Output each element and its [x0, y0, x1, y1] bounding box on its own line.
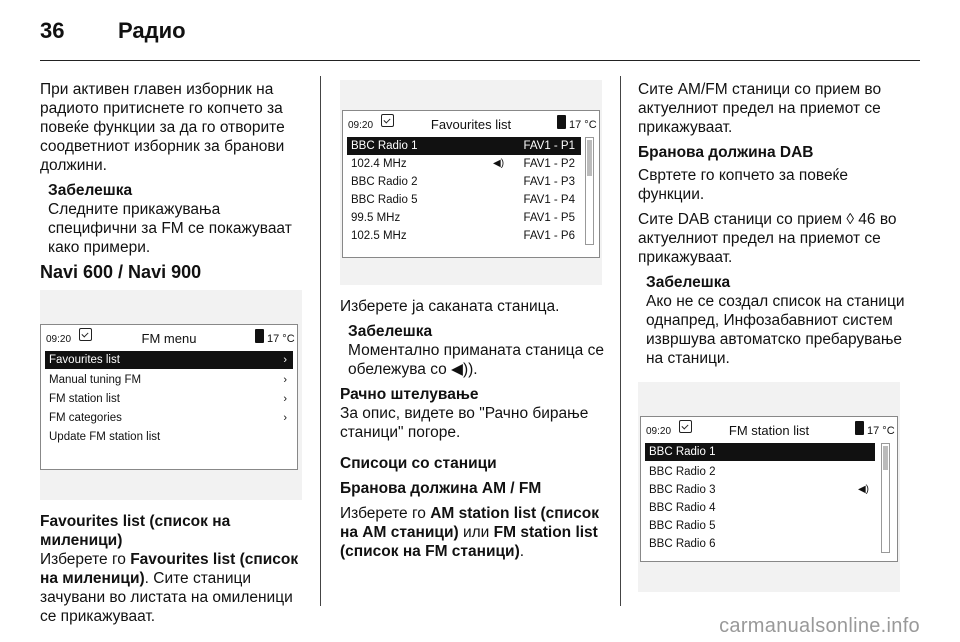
manual-tuning-text: За опис, видете во "Рачно бирање станици" погоре.	[340, 405, 589, 441]
station-row[interactable]: BBC Radio 4	[649, 502, 716, 514]
menu-item-fm-station-list[interactable]: FM station list ›	[45, 390, 293, 408]
station-row[interactable]: BBC Radio 1	[645, 443, 875, 461]
favourite-row[interactable]: BBC Radio 1 FAV1 - P1	[347, 137, 581, 155]
favourite-row[interactable]: 102.4 MHz ◀) FAV1 - P2	[347, 155, 581, 173]
chevron-right-icon: ›	[283, 374, 287, 386]
screen-status-bar: 09:20 Favourites list 17 °C	[343, 111, 599, 133]
favourite-row[interactable]: BBC Radio 5 FAV1 - P4	[351, 194, 575, 206]
dab-heading: Бранова должина DAB	[638, 144, 814, 161]
station-list-screenshot	[638, 382, 900, 592]
phone-icon	[855, 421, 864, 435]
menu-item-favourites-list[interactable]: Favourites list ›	[45, 351, 293, 369]
favourite-row[interactable]: 99.5 MHz FAV1 - P5	[351, 212, 575, 224]
menu-item-fm-categories[interactable]: FM categories ›	[45, 409, 293, 427]
manual-tuning-heading: Рачно штелување	[340, 386, 479, 403]
am-fm-heading: Бранова должина AM / FM	[340, 480, 542, 497]
scrollbar[interactable]	[585, 137, 594, 245]
note-block	[40, 181, 310, 257]
column-divider-1	[320, 76, 321, 606]
note-block: Забелешка Моментално приманата станица се обележува со ◀)).	[348, 323, 604, 378]
favourite-row[interactable]: BBC Radio 2 FAV1 - P3	[351, 176, 575, 188]
chevron-right-icon: ›	[283, 393, 287, 405]
station-row[interactable]: BBC Radio 5	[649, 520, 716, 532]
intro-paragraph: При активен главен изборник на радиото притиснете го копчето за повеќе функции за да го отворите соодветниот изборник за бранови должини.	[40, 81, 285, 174]
dab-result-text: Сите DAB станици со прием ◊ 46 во актуелниот предел на приемот се прикажуваат.	[638, 211, 897, 266]
column-1	[40, 80, 310, 632]
phone-icon	[557, 115, 566, 129]
favourites-screenshot	[340, 80, 602, 285]
station-row[interactable]: BBC Radio 3 ◀)	[645, 481, 875, 499]
note-block: Забелешка Ако не се создал список на станици однапред, Инфозабавниот систем извршува автоматско пребарување на станици.	[646, 274, 905, 367]
section-title: Радио	[118, 18, 186, 43]
favourites-paragraph: Изберете го Favourites list (список на миленици). Сите станици зачувани во листата на омиленици се прикажуваат.	[40, 551, 299, 625]
scrollbar-thumb[interactable]	[587, 140, 592, 176]
note-text: Следните прикажувања специфични за FM се покажуваат како примери.	[48, 201, 292, 256]
page-header	[0, 0, 960, 62]
menu-item-manual-tuning[interactable]: Manual tuning FM ›	[45, 371, 293, 389]
station-lists-heading: Списоци со станици	[340, 455, 497, 472]
scrollbar-thumb[interactable]	[883, 446, 888, 470]
chevron-right-icon: ›	[283, 412, 287, 424]
speaker-icon: ◀)	[857, 484, 869, 495]
screen-status-bar	[41, 325, 297, 347]
menu-item-update-station-list[interactable]: Update FM station list	[49, 431, 161, 443]
footer-watermark: carmanualsonline.info	[719, 615, 920, 637]
column-divider-2	[620, 76, 621, 606]
screen-time: 09:20	[46, 334, 72, 345]
select-station-text: Изберете ја саканата станица.	[340, 298, 560, 315]
favourite-row[interactable]: 102.5 MHz FAV1 - P6	[351, 230, 575, 242]
fm-menu-screenshot	[40, 290, 302, 500]
dab-text: Свртете го копчето за повеќе функции.	[638, 167, 848, 203]
phone-icon	[255, 329, 264, 343]
model-heading: Navi 600 / Navi 900	[40, 262, 202, 282]
column-3	[638, 80, 910, 592]
page-number: 36	[40, 18, 65, 43]
station-list-screen	[640, 416, 898, 562]
station-row[interactable]: BBC Radio 2	[649, 466, 716, 478]
station-row[interactable]: BBC Radio 6	[649, 538, 716, 550]
header-rule	[40, 60, 920, 61]
am-fm-result-text: Сите AM/FM станици со прием во актуелниот предел на приемот се прикажуваат.	[638, 81, 882, 136]
screen-status-bar: 09:20 FM station list 17 °C	[641, 417, 897, 439]
chevron-right-icon: ›	[283, 354, 287, 366]
scrollbar[interactable]	[881, 443, 890, 553]
fm-menu-screen	[40, 324, 298, 470]
note-title: Забелешка	[48, 182, 133, 199]
column-2	[340, 80, 608, 567]
favourites-heading: Favourites list (список на миленици)	[40, 513, 231, 549]
screen-temperature: 17 °C	[267, 333, 295, 345]
am-fm-text: Изберете го AM station list (список на AM станици) или FM station list (список на FM станици).	[340, 505, 599, 560]
screen-title: FM menu	[141, 331, 197, 346]
favourites-screen	[342, 110, 600, 258]
speaker-icon: ◀)	[493, 158, 505, 169]
